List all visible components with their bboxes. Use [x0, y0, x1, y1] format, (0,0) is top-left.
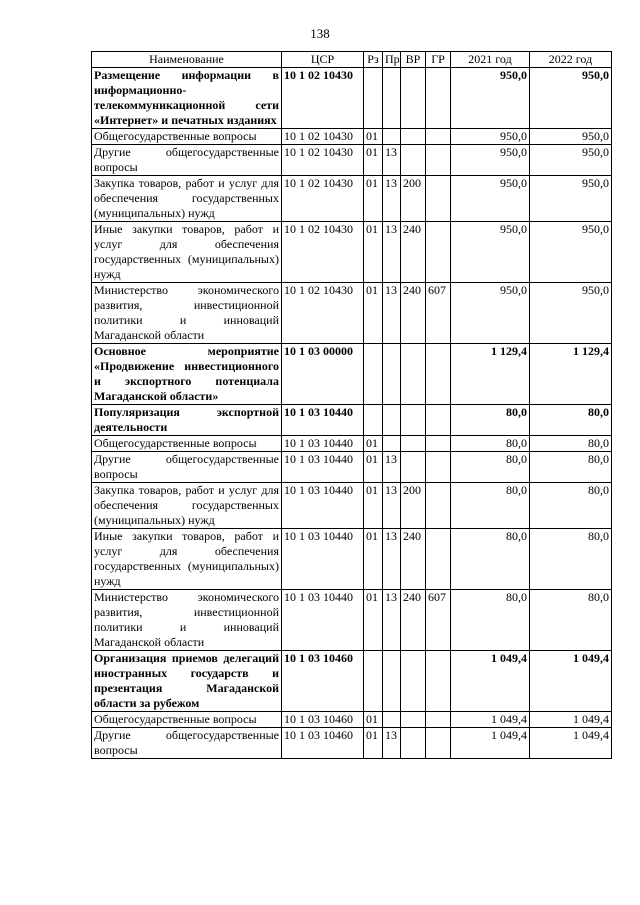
- cell-vr: 240: [401, 222, 426, 283]
- table-row: [92, 590, 612, 651]
- table-row: [92, 529, 612, 590]
- cell-y2021: 1 049,4: [451, 712, 530, 728]
- cell-pr: [383, 651, 401, 712]
- cell-vr: [401, 436, 426, 452]
- cell-rz: 01: [364, 222, 383, 283]
- cell-vr: [401, 344, 426, 405]
- cell-gr: [426, 728, 451, 759]
- cell-y2021: 80,0: [451, 405, 530, 436]
- table-header-row: [92, 52, 612, 68]
- cell-pr: [383, 129, 401, 145]
- page-number: 138: [310, 26, 330, 41]
- cell-vr: [401, 712, 426, 728]
- cell-rz: 01: [364, 145, 383, 176]
- cell-pr: [383, 405, 401, 436]
- cell-y2022: 1 049,4: [530, 651, 612, 712]
- cell-y2022: 80,0: [530, 436, 612, 452]
- cell-csr: 10 1 03 10440: [282, 590, 364, 651]
- cell-y2022: 950,0: [530, 283, 612, 344]
- cell-name: Другие общегосударственные вопросы: [92, 728, 282, 759]
- cell-pr: 13: [383, 483, 401, 529]
- table-body: [92, 68, 612, 759]
- cell-csr: 10 1 03 10460: [282, 712, 364, 728]
- cell-pr: 13: [383, 283, 401, 344]
- cell-csr: 10 1 03 10440: [282, 483, 364, 529]
- cell-pr: 13: [383, 728, 401, 759]
- cell-y2022: 80,0: [530, 452, 612, 483]
- table-row: [92, 712, 612, 728]
- cell-y2021: 950,0: [451, 222, 530, 283]
- cell-y2022: 950,0: [530, 176, 612, 222]
- cell-gr: [426, 483, 451, 529]
- cell-y2022: 950,0: [530, 68, 612, 129]
- cell-csr: 10 1 02 10430: [282, 129, 364, 145]
- cell-y2022: 80,0: [530, 529, 612, 590]
- cell-name: Иные закупки товаров, работ и услуг для обеспечения государственных (муниципальных) нужд: [92, 529, 282, 590]
- cell-gr: [426, 452, 451, 483]
- cell-csr: 10 1 02 10430: [282, 222, 364, 283]
- cell-rz: 01: [364, 590, 383, 651]
- cell-gr: 607: [426, 590, 451, 651]
- cell-rz: 01: [364, 483, 383, 529]
- cell-name: Министерство экономического развития, инвестиционной политики и инноваций Магаданской области: [92, 590, 282, 651]
- cell-vr: [401, 145, 426, 176]
- cell-name: Основное мероприятие «Продвижение инвестиционного и экспортного потенциала Магаданской области»: [92, 344, 282, 405]
- header-2022: 2022 год: [530, 52, 612, 68]
- cell-rz: [364, 651, 383, 712]
- cell-rz: 01: [364, 283, 383, 344]
- cell-csr: 10 1 03 00000: [282, 344, 364, 405]
- cell-vr: [401, 452, 426, 483]
- cell-pr: 13: [383, 529, 401, 590]
- cell-gr: [426, 651, 451, 712]
- cell-csr: 10 1 03 10440: [282, 405, 364, 436]
- header-pr: Пр: [383, 52, 401, 68]
- cell-pr: 13: [383, 145, 401, 176]
- cell-rz: [364, 405, 383, 436]
- table-row: [92, 222, 612, 283]
- cell-y2021: 1 049,4: [451, 728, 530, 759]
- header-gr: ГР: [426, 52, 451, 68]
- cell-gr: [426, 68, 451, 129]
- cell-csr: 10 1 03 10460: [282, 728, 364, 759]
- cell-y2021: 80,0: [451, 483, 530, 529]
- header-rz: Рз: [364, 52, 383, 68]
- cell-vr: 240: [401, 590, 426, 651]
- cell-name: Закупка товаров, работ и услуг для обеспечения государственных (муниципальных) нужд: [92, 483, 282, 529]
- cell-gr: [426, 222, 451, 283]
- cell-rz: [364, 344, 383, 405]
- cell-pr: [383, 712, 401, 728]
- cell-pr: 13: [383, 590, 401, 651]
- cell-y2021: 1 049,4: [451, 651, 530, 712]
- cell-name: Общегосударственные вопросы: [92, 129, 282, 145]
- header-csr: ЦСР: [282, 52, 364, 68]
- table-row: [92, 176, 612, 222]
- cell-gr: [426, 145, 451, 176]
- table-row: [92, 145, 612, 176]
- cell-csr: 10 1 03 10440: [282, 452, 364, 483]
- cell-rz: 01: [364, 436, 383, 452]
- cell-csr: 10 1 03 10460: [282, 651, 364, 712]
- cell-csr: 10 1 02 10430: [282, 176, 364, 222]
- cell-y2021: 80,0: [451, 452, 530, 483]
- cell-name: Общегосударственные вопросы: [92, 436, 282, 452]
- cell-y2021: 1 129,4: [451, 344, 530, 405]
- cell-gr: [426, 176, 451, 222]
- cell-vr: 200: [401, 483, 426, 529]
- cell-gr: [426, 405, 451, 436]
- cell-name: Министерство экономического развития, инвестиционной политики и инноваций Магаданской области: [92, 283, 282, 344]
- cell-y2022: 950,0: [530, 145, 612, 176]
- header-2021: 2021 год: [451, 52, 530, 68]
- cell-gr: [426, 436, 451, 452]
- cell-y2021: 80,0: [451, 436, 530, 452]
- cell-y2022: 1 129,4: [530, 344, 612, 405]
- cell-pr: 13: [383, 452, 401, 483]
- cell-csr: 10 1 02 10430: [282, 145, 364, 176]
- cell-pr: 13: [383, 176, 401, 222]
- cell-csr: 10 1 03 10440: [282, 529, 364, 590]
- cell-y2022: 1 049,4: [530, 728, 612, 759]
- cell-name: Популяризация экспортной деятельности: [92, 405, 282, 436]
- cell-vr: [401, 129, 426, 145]
- cell-y2022: 1 049,4: [530, 712, 612, 728]
- cell-csr: 10 1 03 10440: [282, 436, 364, 452]
- cell-name: Общегосударственные вопросы: [92, 712, 282, 728]
- cell-y2021: 80,0: [451, 529, 530, 590]
- cell-y2021: 950,0: [451, 283, 530, 344]
- table-row: [92, 68, 612, 129]
- cell-vr: [401, 68, 426, 129]
- cell-pr: [383, 344, 401, 405]
- cell-rz: [364, 68, 383, 129]
- cell-pr: 13: [383, 222, 401, 283]
- budget-table: [91, 51, 612, 759]
- cell-y2022: 80,0: [530, 483, 612, 529]
- table-row: [92, 129, 612, 145]
- cell-gr: [426, 529, 451, 590]
- cell-rz: 01: [364, 529, 383, 590]
- cell-rz: 01: [364, 452, 383, 483]
- cell-y2022: 950,0: [530, 222, 612, 283]
- header-vr: ВР: [401, 52, 426, 68]
- cell-rz: 01: [364, 712, 383, 728]
- table-row: [92, 651, 612, 712]
- table-row: [92, 405, 612, 436]
- table-row: [92, 483, 612, 529]
- cell-y2021: 950,0: [451, 68, 530, 129]
- table-row: [92, 283, 612, 344]
- cell-name: Другие общегосударственные вопросы: [92, 452, 282, 483]
- cell-y2021: 80,0: [451, 590, 530, 651]
- cell-y2022: 80,0: [530, 405, 612, 436]
- cell-name: Размещение информации в информационно-телекоммуникационной сети «Интернет» и печатных изданиях: [92, 68, 282, 129]
- cell-pr: [383, 436, 401, 452]
- cell-y2022: 80,0: [530, 590, 612, 651]
- cell-vr: [401, 728, 426, 759]
- cell-name: Закупка товаров, работ и услуг для обеспечения государственных (муниципальных) нужд: [92, 176, 282, 222]
- cell-vr: [401, 651, 426, 712]
- cell-csr: 10 1 02 10430: [282, 68, 364, 129]
- cell-vr: [401, 405, 426, 436]
- cell-gr: [426, 129, 451, 145]
- cell-vr: 240: [401, 529, 426, 590]
- cell-vr: 200: [401, 176, 426, 222]
- cell-name: Иные закупки товаров, работ и услуг для обеспечения государственных (муниципальных) нужд: [92, 222, 282, 283]
- cell-y2021: 950,0: [451, 145, 530, 176]
- table-row: [92, 452, 612, 483]
- cell-pr: [383, 68, 401, 129]
- cell-vr: 240: [401, 283, 426, 344]
- cell-y2021: 950,0: [451, 129, 530, 145]
- table-row: [92, 344, 612, 405]
- table-row: [92, 728, 612, 759]
- cell-y2022: 950,0: [530, 129, 612, 145]
- cell-gr: [426, 712, 451, 728]
- cell-name: Другие общегосударственные вопросы: [92, 145, 282, 176]
- table-row: [92, 436, 612, 452]
- cell-name: Организация приемов делегаций иностранных государств и презентация Магаданской области за рубежом: [92, 651, 282, 712]
- cell-rz: 01: [364, 129, 383, 145]
- cell-rz: 01: [364, 728, 383, 759]
- header-name: Наименование: [92, 52, 282, 68]
- cell-gr: [426, 344, 451, 405]
- cell-gr: 607: [426, 283, 451, 344]
- cell-rz: 01: [364, 176, 383, 222]
- cell-y2021: 950,0: [451, 176, 530, 222]
- cell-csr: 10 1 02 10430: [282, 283, 364, 344]
